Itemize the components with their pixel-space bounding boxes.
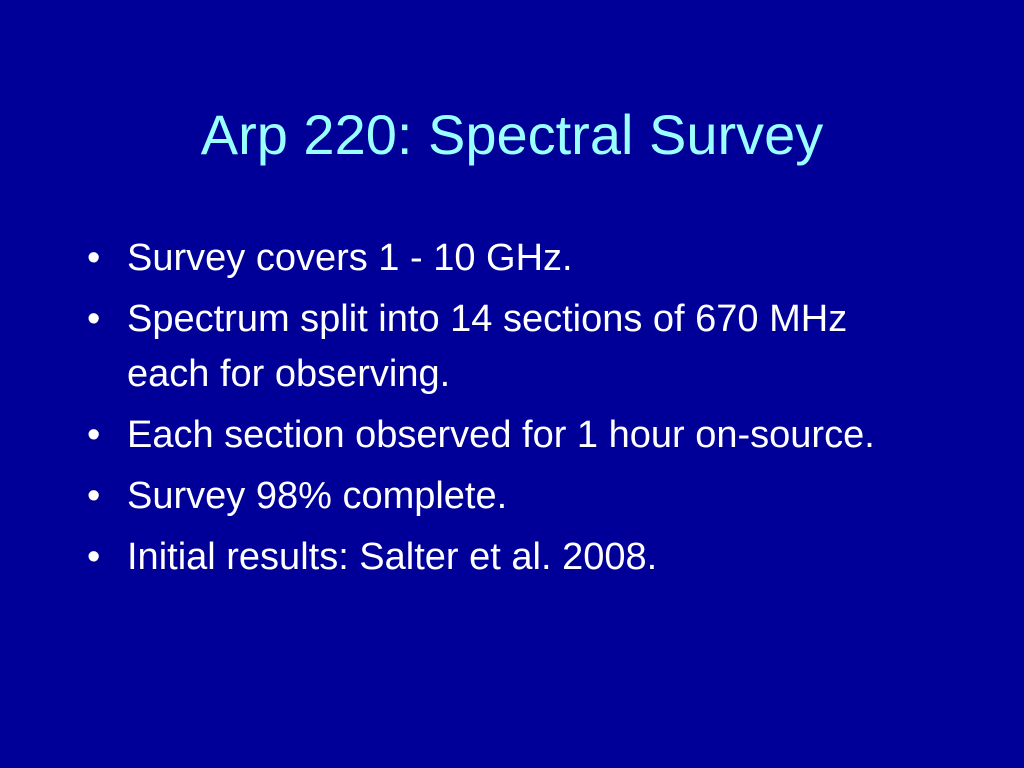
bullet-text: Survey covers 1 - 10 GHz. bbox=[127, 237, 573, 279]
bullet-list bbox=[87, 231, 917, 591]
slide-title: Arp 220: Spectral Survey bbox=[200, 103, 824, 166]
bullet-icon: • bbox=[87, 536, 101, 578]
bullet-item bbox=[87, 292, 917, 402]
bullet-icon: • bbox=[87, 475, 101, 517]
bullet-item bbox=[87, 530, 917, 585]
bullet-icon: • bbox=[87, 237, 101, 279]
bullet-item bbox=[87, 469, 917, 524]
bullet-text: Spectrum split into 14 sections of 670 MHz each for observing. bbox=[127, 298, 848, 395]
bullet-text: Survey 98% complete. bbox=[127, 475, 508, 517]
bullet-item bbox=[87, 408, 917, 463]
bullet-text: Each section observed for 1 hour on-source. bbox=[127, 414, 875, 456]
bullet-text: Initial results: Salter et al. 2008. bbox=[127, 536, 658, 578]
bullet-item bbox=[87, 231, 917, 286]
bullet-icon: • bbox=[87, 414, 101, 456]
bullet-icon: • bbox=[87, 298, 101, 340]
